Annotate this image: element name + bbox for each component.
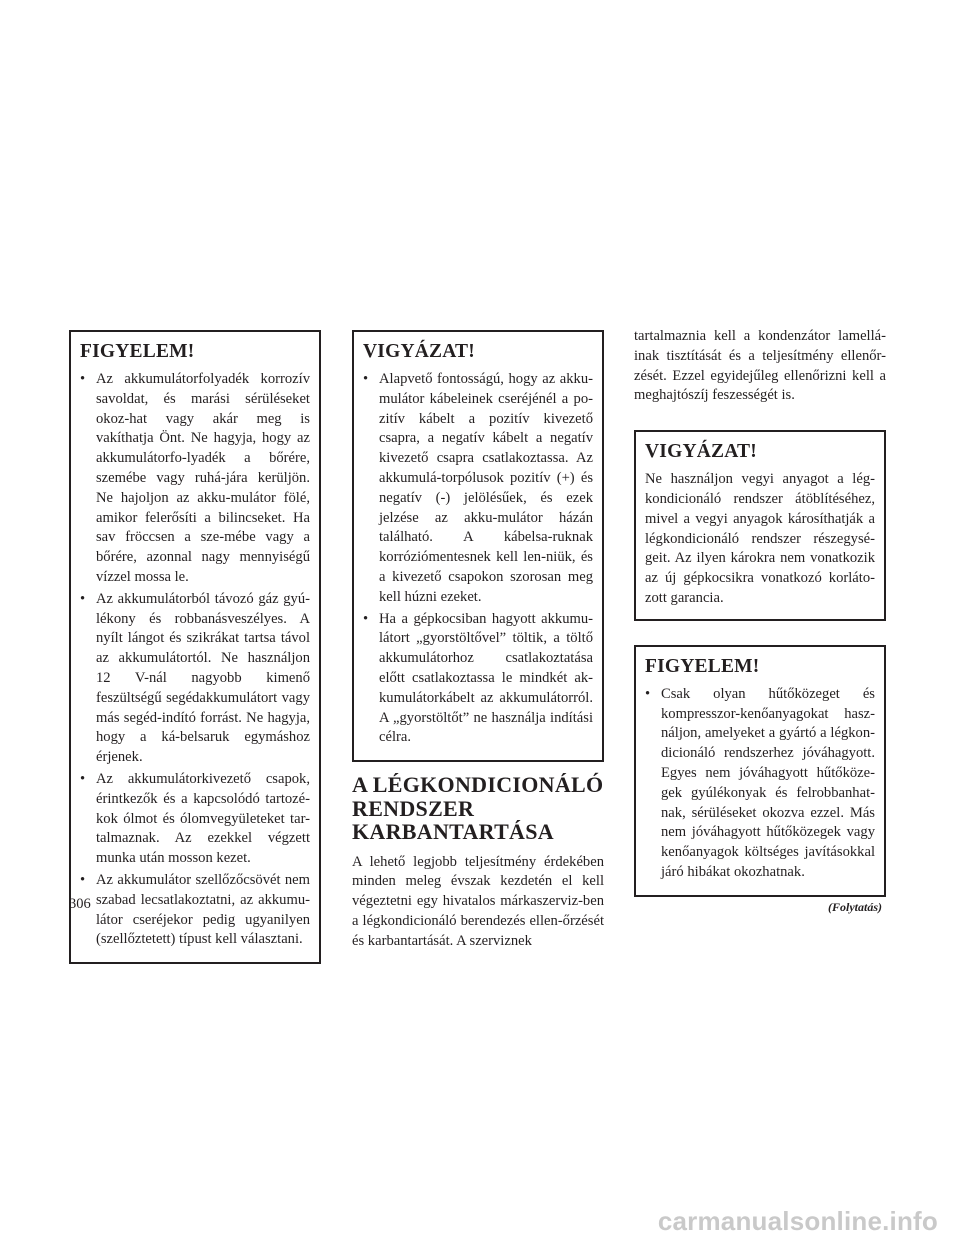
page-number: 306 (69, 896, 91, 912)
body-paragraph-continued: tartalmaznia kell a kondenzátor lamellá-inak tisztítását és a teljesítmény ellenőr-zését. Ezzel egyidejűleg ellenőrizni kell a meghajtószíj feszességét is. (634, 328, 886, 404)
list-item: • Az akkumulátorkivezető csapok, érintkezők és a kapcsolódó tartozé-kok ólmot és ólomvegyületeket tar-talmaznak. Az ezekkel végzett munka után mosson kezet. (80, 770, 310, 869)
caution-text: Ne használjon vegyi anyagot a lég-kondicionáló rendszer átöblítéséhez, mivel a vegyi anyagok károsíthatják a légkondicionáló rendszer részegysé-geit. Az ilyen károkra nem vonatkozik az új gépkocsikra vonatkozó korláto-zott garancia. (645, 471, 875, 606)
caution-box-vigyazat (352, 330, 604, 762)
caution-box-vigyazat (634, 430, 886, 621)
list-item: • Ha a gépkocsiban hagyott akkumu-látort „gyorstöltővel” töltik, a töltő akkumulátorhoz csatlakoztatása előtt csatlakoztassa le mindkét ak-kumulátorkábelt az akkumulátorról. A „gyorstöltőt” ne használja indítási célra. (363, 610, 593, 749)
list-item: • Alapvető fontosságú, hogy az akku-mulátor kábeleinek cseréjénél a po-zitív kábelt a pozitív kivezető csapra, a negatív kábelt a negatív kivezető csapra csatlakoztassa. Az akkumulá-torpólusok pozitív (+) és negatív (-) jelölésűek, és ezek jelzése az akku-mulátor házán található. A kábelsa-ruknak korróziómentesnek kell len-niük, és a kivezető csapokon szorosan meg kell húzni ezeket. (363, 370, 593, 608)
caution-title: VIGYÁZAT! (363, 341, 475, 362)
list-item: • Csak olyan hűtőközeget és kompresszor-kenőanyagokat hasz-náljon, amelyeket a gyártó a légkon-dicionáló rendszerhez jóváhagyott. Egyes nem jóváhagyott hűtőköze-gek gyúlékonyak és felrobbanhat-nak, sérüléseket okozva ezzel. Más nem jóváhagyott hűtőközegek vagy kenőanyagok költséges javításokkal járó hibákat okozhatnak. (645, 685, 875, 883)
list-item: • Az akkumulátor szellőzőcsövét nem szabad lecsatlakoztatni, az akkumu-látor cseréjekor pedig ugyanilyen (szellőztetett) típust kell választani. (80, 871, 310, 950)
warning-title: FIGYELEM! (645, 655, 760, 677)
watermark: carmanualsonline.info (657, 1206, 938, 1236)
warning-box-figyelem (69, 330, 321, 964)
warning-list (645, 685, 875, 883)
heading-line: KARBANTARTÁSA (352, 819, 554, 845)
heading-line: RENDSZER (352, 795, 475, 821)
left-column (69, 330, 321, 964)
warning-title: FIGYELEM! (80, 341, 195, 362)
warning-box-figyelem (634, 645, 886, 897)
body-paragraph: A lehető legjobb teljesítmény érdekében minden meleg évszak kezdetén el kell végeztetni egy hivatalos márkaszerviz-ben a légkondicionáló berendezés ellen-őrzését és karbantartását. A szerviznek (352, 853, 604, 949)
right-column (634, 327, 886, 915)
caution-list (363, 370, 593, 748)
list-item: • Az akkumulátorfolyadék korrozív savoldat, és marási sérüléseket okoz-hat vagy akár meg is vakíthatja Önt. Ne hagyja, hogy az akkumulátorfo-lyadék a bőrére, szemébe vagy ruhá-jára kerüljön. Ne hajoljon az akku-mulátor fölé, amikor felerősíti a bilincseket. Ha sav fröccsen a sze-mébe vagy a bőrére, azonnal nagy mennyiségű vízzel mossa le. (80, 370, 310, 588)
continued-label: (Folytatás) (828, 899, 882, 914)
heading-line: A LÉGKONDICIONÁLÓ (352, 772, 604, 798)
warning-list (80, 370, 310, 950)
section-heading (352, 773, 604, 844)
middle-column (352, 330, 604, 952)
list-item: • Az akkumulátorból távozó gáz gyú-lékony és robbanásveszélyes. A nyílt lángot és szikrákat tartsa távol az akkumulátortól. Ne használjon 12 V-nál nagyobb kimenő feszültségű segédakkumulátort vagy más segéd-indító forrást. Ne hagyja, hogy a ká-belsaruk egymáshoz érjenek. (80, 590, 310, 768)
caution-title: VIGYÁZAT! (645, 441, 757, 463)
